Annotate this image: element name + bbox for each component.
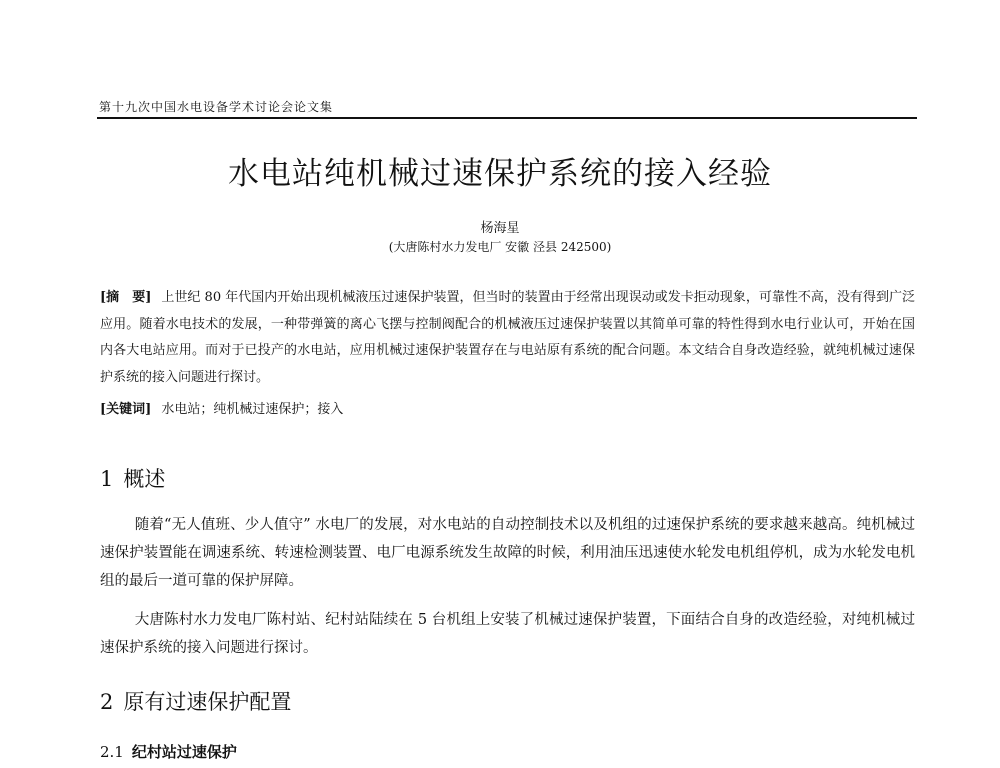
subsection-heading: [100, 741, 237, 762]
subsection-number: 2.1: [100, 743, 124, 761]
section-title: 概述: [123, 467, 166, 491]
paragraph: 随着“无人值班、少人值守” 水电厂的发展，对水电站的自动控制技术以及机组的过速保护系统的要求越来越高。纯机械过速保护装置能在调速系统、转速检测装置、电厂电源系统发生故障的时候，利用油压迅速使水轮发电机组停机，成为水轮发电机组的最后一道可靠的保护屏障。: [100, 517, 915, 589]
header-rule: [97, 117, 917, 119]
subsection-title: 纪村站过速保护: [131, 743, 237, 761]
keywords: [100, 400, 915, 420]
section-title: 原有过速保护配置: [123, 690, 292, 714]
author-name: 杨海星: [480, 221, 520, 236]
section-number: 1: [100, 467, 114, 491]
abstract: [100, 285, 915, 391]
running-header: 第十九次中国水电设备学术讨论会论文集: [99, 100, 334, 114]
paper-title: 水电站纯机械过速保护系统的接入经验: [228, 156, 772, 192]
section-number: 2: [100, 690, 114, 714]
author-affiliation: (大唐陈村水力发电厂 安徽 泾县 242500): [388, 240, 612, 254]
keywords-label: [关键词]: [100, 402, 152, 417]
abstract-text: 上世纪 80 年代国内开始出现机械液压过速保护装置，但当时的装置由于经常出现误动或发卡拒动现象，可靠性不高，没有得到广泛应用。随着水电技术的发展，一种带弹簧的离心飞摆与控制阀配合的机械液压过速保护装置以其简单可靠的特性得到水电行业认可，开始在国内各大电站应用。而对于已投产的水电站，应用机械过速保护装置存在与电站原有系统的配合问题。本文结合自身改造经验，就纯机械过速保护系统的接入问题进行探讨。: [100, 290, 915, 385]
abstract-label: [摘 要]: [100, 290, 152, 305]
keywords-text: 水电站；纯机械过速保护；接入: [161, 402, 344, 417]
section-heading-original-config: [100, 686, 291, 716]
paragraph: 大唐陈村水力发电厂陈村站、纪村站陆续在 5 台机组上安装了机械过速保护装置，下面结合自身的改造经验，对纯机械过速保护系统的接入问题进行探讨。: [100, 612, 915, 656]
section-heading-overview: [100, 463, 165, 493]
